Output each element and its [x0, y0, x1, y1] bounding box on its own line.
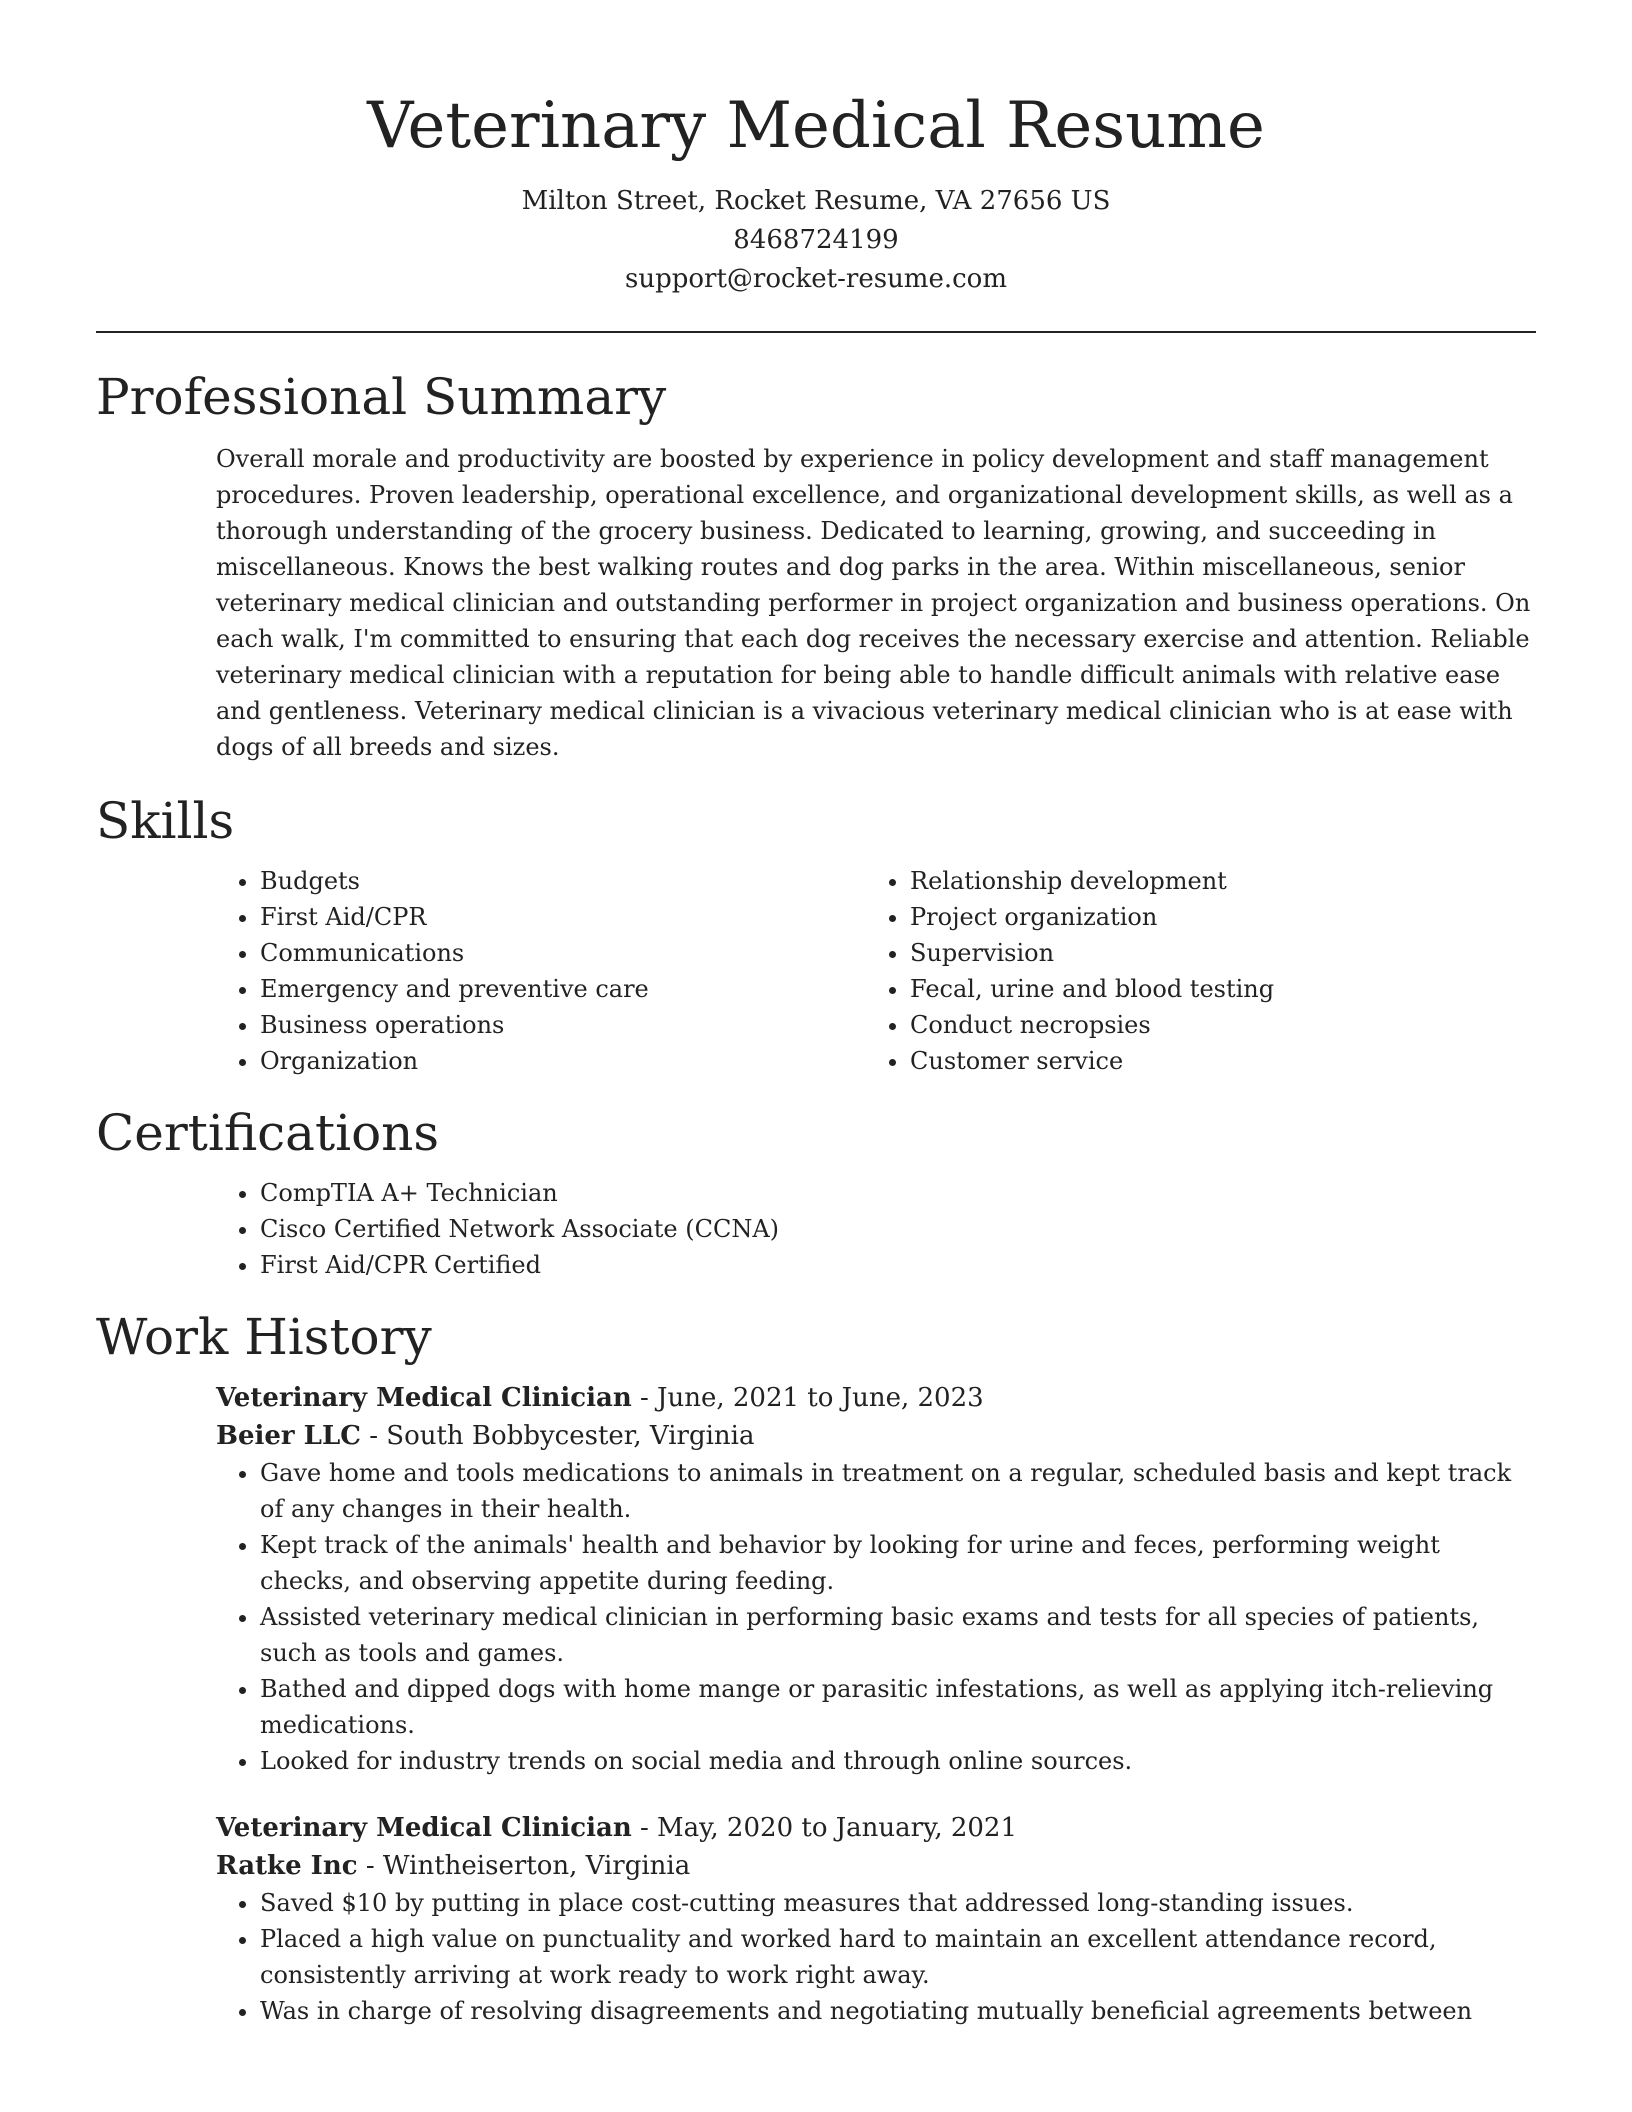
job-entry-1	[216, 1379, 1536, 1779]
job-bullet-list	[216, 1885, 1536, 2029]
skill-item: • Supervision	[910, 935, 1516, 971]
skill-item: • Conduct necropsies	[910, 1007, 1516, 1043]
skills-list-right	[866, 863, 1516, 1079]
job-dates: - June, 2021 to June, 2023	[631, 1383, 984, 1413]
job-company: Ratke Inc	[216, 1851, 358, 1881]
skill-item: • Project organization	[910, 899, 1516, 935]
job-entry-2	[216, 1809, 1536, 2029]
contact-block	[96, 182, 1536, 299]
certification-item: • Cisco Certified Network Associate (CCNA)	[260, 1211, 1536, 1247]
skill-item: • Customer service	[910, 1043, 1516, 1079]
job-title-line	[216, 1809, 1536, 1847]
job-company-line	[216, 1847, 1536, 1885]
contact-phone: 8468724199	[733, 225, 899, 255]
certifications-heading: Certifications	[96, 1104, 440, 1162]
job-title-line	[216, 1379, 1536, 1417]
job-bullet: • Kept track of the animals' health and behavior by looking for urine and feces, performing weight checks, and observing appetite during feeding.	[260, 1527, 1536, 1599]
job-bullet-list	[216, 1455, 1536, 1779]
header-divider	[96, 331, 1536, 333]
job-company: Beier LLC	[216, 1421, 361, 1451]
skills-grid	[216, 863, 1536, 1079]
skill-item: • Communications	[260, 935, 866, 971]
skill-item: • Emergency and preventive care	[260, 971, 866, 1007]
job-bullet: • Gave home and tools medications to animals in treatment on a regular, scheduled basis and kept track of any changes in their health.	[260, 1455, 1536, 1527]
resume-page	[96, 0, 1536, 2029]
resume-title: Veterinary Medical Resume	[367, 89, 1265, 163]
summary-text: Overall morale and productivity are boosted by experience in policy development and staff management procedures. Proven leadership, operational excellence, and organizational development skills, as well as a thorough understanding of the grocery business. Dedicated to learning, growing, and succeeding in miscellaneous. Knows the best walking routes and dog parks in the area. Within miscellaneous, senior veterinary medical clinician and outstanding performer in project organization and business operations. On each walk, I'm committed to ensuring that each dog receives the necessary exercise and attention. Reliable veterinary medical clinician with a reputation for being able to handle difficult animals with relative ease and gentleness. Veterinary medical clinician is a vivacious veterinary medical clinician who is at ease with dogs of all breeds and sizes.	[216, 445, 1531, 761]
job-bullet: • Saved $10 by putting in place cost-cutting measures that addressed long-standing issues.	[260, 1885, 1536, 1921]
certification-item: • First Aid/CPR Certified	[260, 1247, 1536, 1283]
skill-item: • Budgets	[260, 863, 866, 899]
skill-item: • Business operations	[260, 1007, 866, 1043]
job-bullet: • Was in charge of resolving disagreements and negotiating mutually beneficial agreements between	[260, 1993, 1536, 2029]
summary-heading: Professional Summary	[96, 368, 667, 426]
skill-item: • First Aid/CPR	[260, 899, 866, 935]
skills-heading: Skills	[96, 792, 235, 850]
skill-item: • Fecal, urine and blood testing	[910, 971, 1516, 1007]
job-bullet: • Looked for industry trends on social media and through online sources.	[260, 1743, 1536, 1779]
job-dates: - May, 2020 to January, 2021	[631, 1813, 1018, 1843]
job-bullet: • Placed a high value on punctuality and worked hard to maintain an excellent attendance record, consistently arriving at work ready to work right away.	[260, 1921, 1536, 1993]
job-title: Veterinary Medical Clinician	[216, 1813, 632, 1843]
skills-list-left	[216, 863, 866, 1079]
work-history-heading: Work History	[96, 1308, 432, 1366]
job-location: - Wintheiserton, Virginia	[357, 1851, 691, 1881]
job-location: - South Bobbycester, Virginia	[360, 1421, 755, 1451]
resume-header	[96, 0, 1536, 299]
job-title: Veterinary Medical Clinician	[216, 1383, 632, 1413]
contact-email: support@rocket-resume.com	[624, 264, 1007, 294]
job-company-line	[216, 1417, 1536, 1455]
skill-item: • Organization	[260, 1043, 866, 1079]
certification-item: • CompTIA A+ Technician	[260, 1175, 1536, 1211]
skills-column-left	[216, 863, 866, 1079]
certifications-block	[216, 1175, 1536, 1283]
contact-address: Milton Street, Rocket Resume, VA 27656 US	[521, 186, 1111, 216]
job-bullet: • Bathed and dipped dogs with home mange or parasitic infestations, as well as applying itch-relieving medications.	[260, 1671, 1536, 1743]
job-bullet: • Assisted veterinary medical clinician in performing basic exams and tests for all species of patients, such as tools and games.	[260, 1599, 1536, 1671]
certifications-list	[216, 1175, 1536, 1283]
skill-item: • Relationship development	[910, 863, 1516, 899]
skills-column-right	[866, 863, 1516, 1079]
